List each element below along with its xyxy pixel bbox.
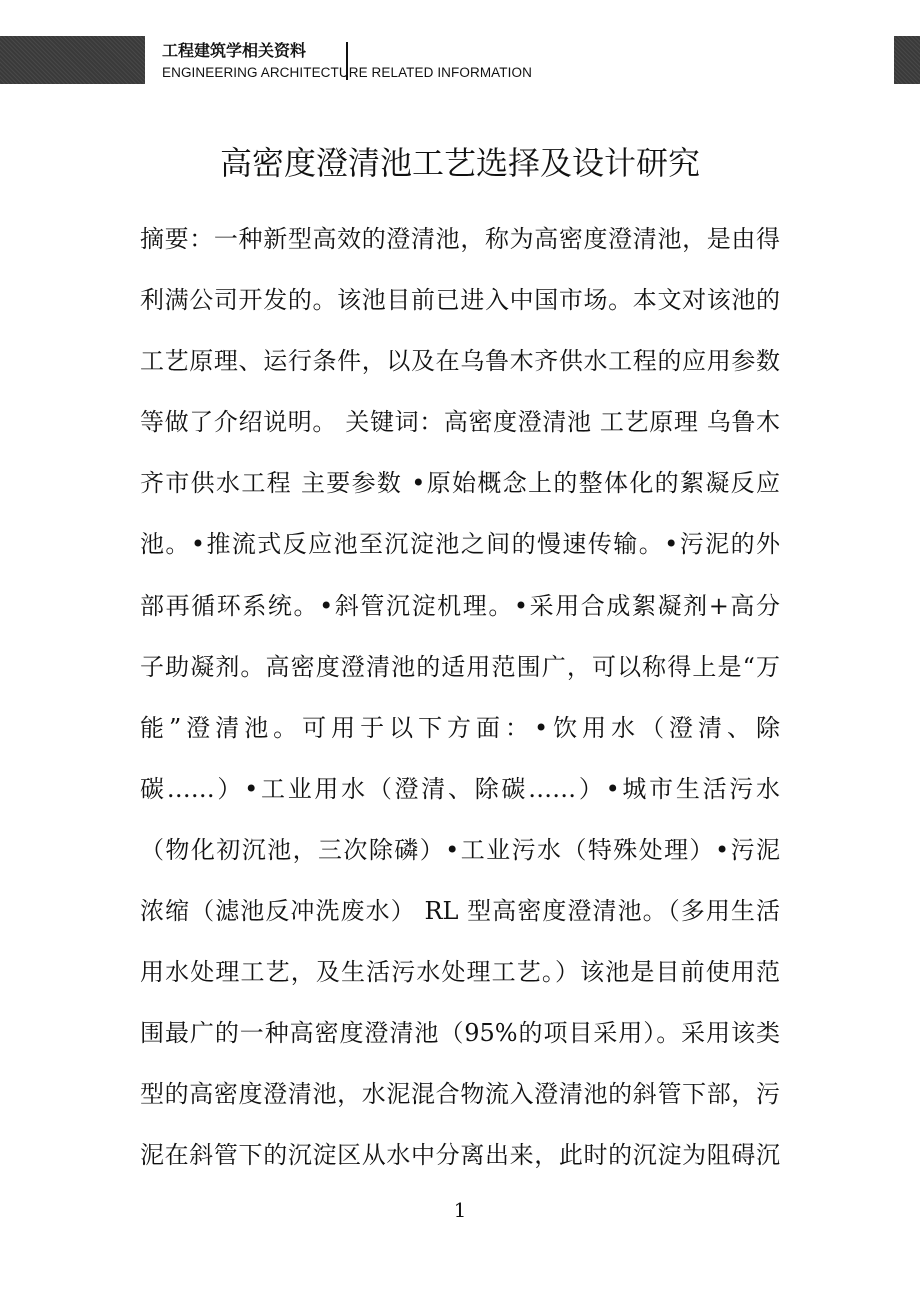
body-line: （物化初沉池，三次除磷）•工业污水（特殊处理）•污泥 xyxy=(140,835,780,864)
body-line: 等做了介绍说明。 关键词：高密度澄清池 工艺原理 乌鲁木 xyxy=(140,408,780,437)
body-line: 浓缩（滤池反冲洗废水） RL 型高密度澄清池。（多用生活 xyxy=(140,897,780,926)
document-body xyxy=(140,209,780,1187)
body-line: 围最广的一种高密度澄清池（95%的项目采用）。采用该类 xyxy=(140,1019,780,1048)
body-line: 碳……）•工业用水（澄清、除碳……）•城市生活污水 xyxy=(140,774,780,803)
body-line: 型的高密度澄清池，水泥混合物流入澄清池的斜管下部，污 xyxy=(140,1080,780,1109)
header-decoration-right xyxy=(894,36,920,84)
body-line: 工艺原理、运行条件，以及在乌鲁木齐供水工程的应用参数 xyxy=(140,347,780,376)
body-line: 齐市供水工程 主要参数 •原始概念上的整体化的絮凝反应 xyxy=(140,469,780,498)
document-title: 高密度澄清池工艺选择及设计研究 xyxy=(219,144,700,182)
header-title-english: ENGINEERING ARCHITECTURE RELATED INFORMATION xyxy=(162,65,532,80)
page-number: 1 xyxy=(453,1198,467,1222)
body-line: 泥在斜管下的沉淀区从水中分离出来，此时的沉淀为阻碍沉 xyxy=(140,1141,780,1170)
body-line: 摘要：一种新型高效的澄清池，称为高密度澄清池，是由得 xyxy=(140,225,780,253)
body-line: 子助凝剂。高密度澄清池的适用范围广，可以称得上是“万 xyxy=(140,652,780,681)
header-title-chinese: 工程建筑学相关资料 xyxy=(162,41,307,60)
body-line: 用水处理工艺，及生活污水处理工艺。）该池是目前使用范 xyxy=(140,958,780,987)
body-line: 部再循环系统。•斜管沉淀机理。•采用合成絮凝剂+高分 xyxy=(140,591,780,620)
header-decoration-left xyxy=(0,36,145,84)
body-line: 池。•推流式反应池至沉淀池之间的慢速传输。•污泥的外 xyxy=(140,530,780,559)
body-line: 利满公司开发的。该池目前已进入中国市场。本文对该池的 xyxy=(140,286,780,315)
body-line: 能”澄清池。可用于以下方面：•饮用水（澄清、除 xyxy=(140,713,780,742)
